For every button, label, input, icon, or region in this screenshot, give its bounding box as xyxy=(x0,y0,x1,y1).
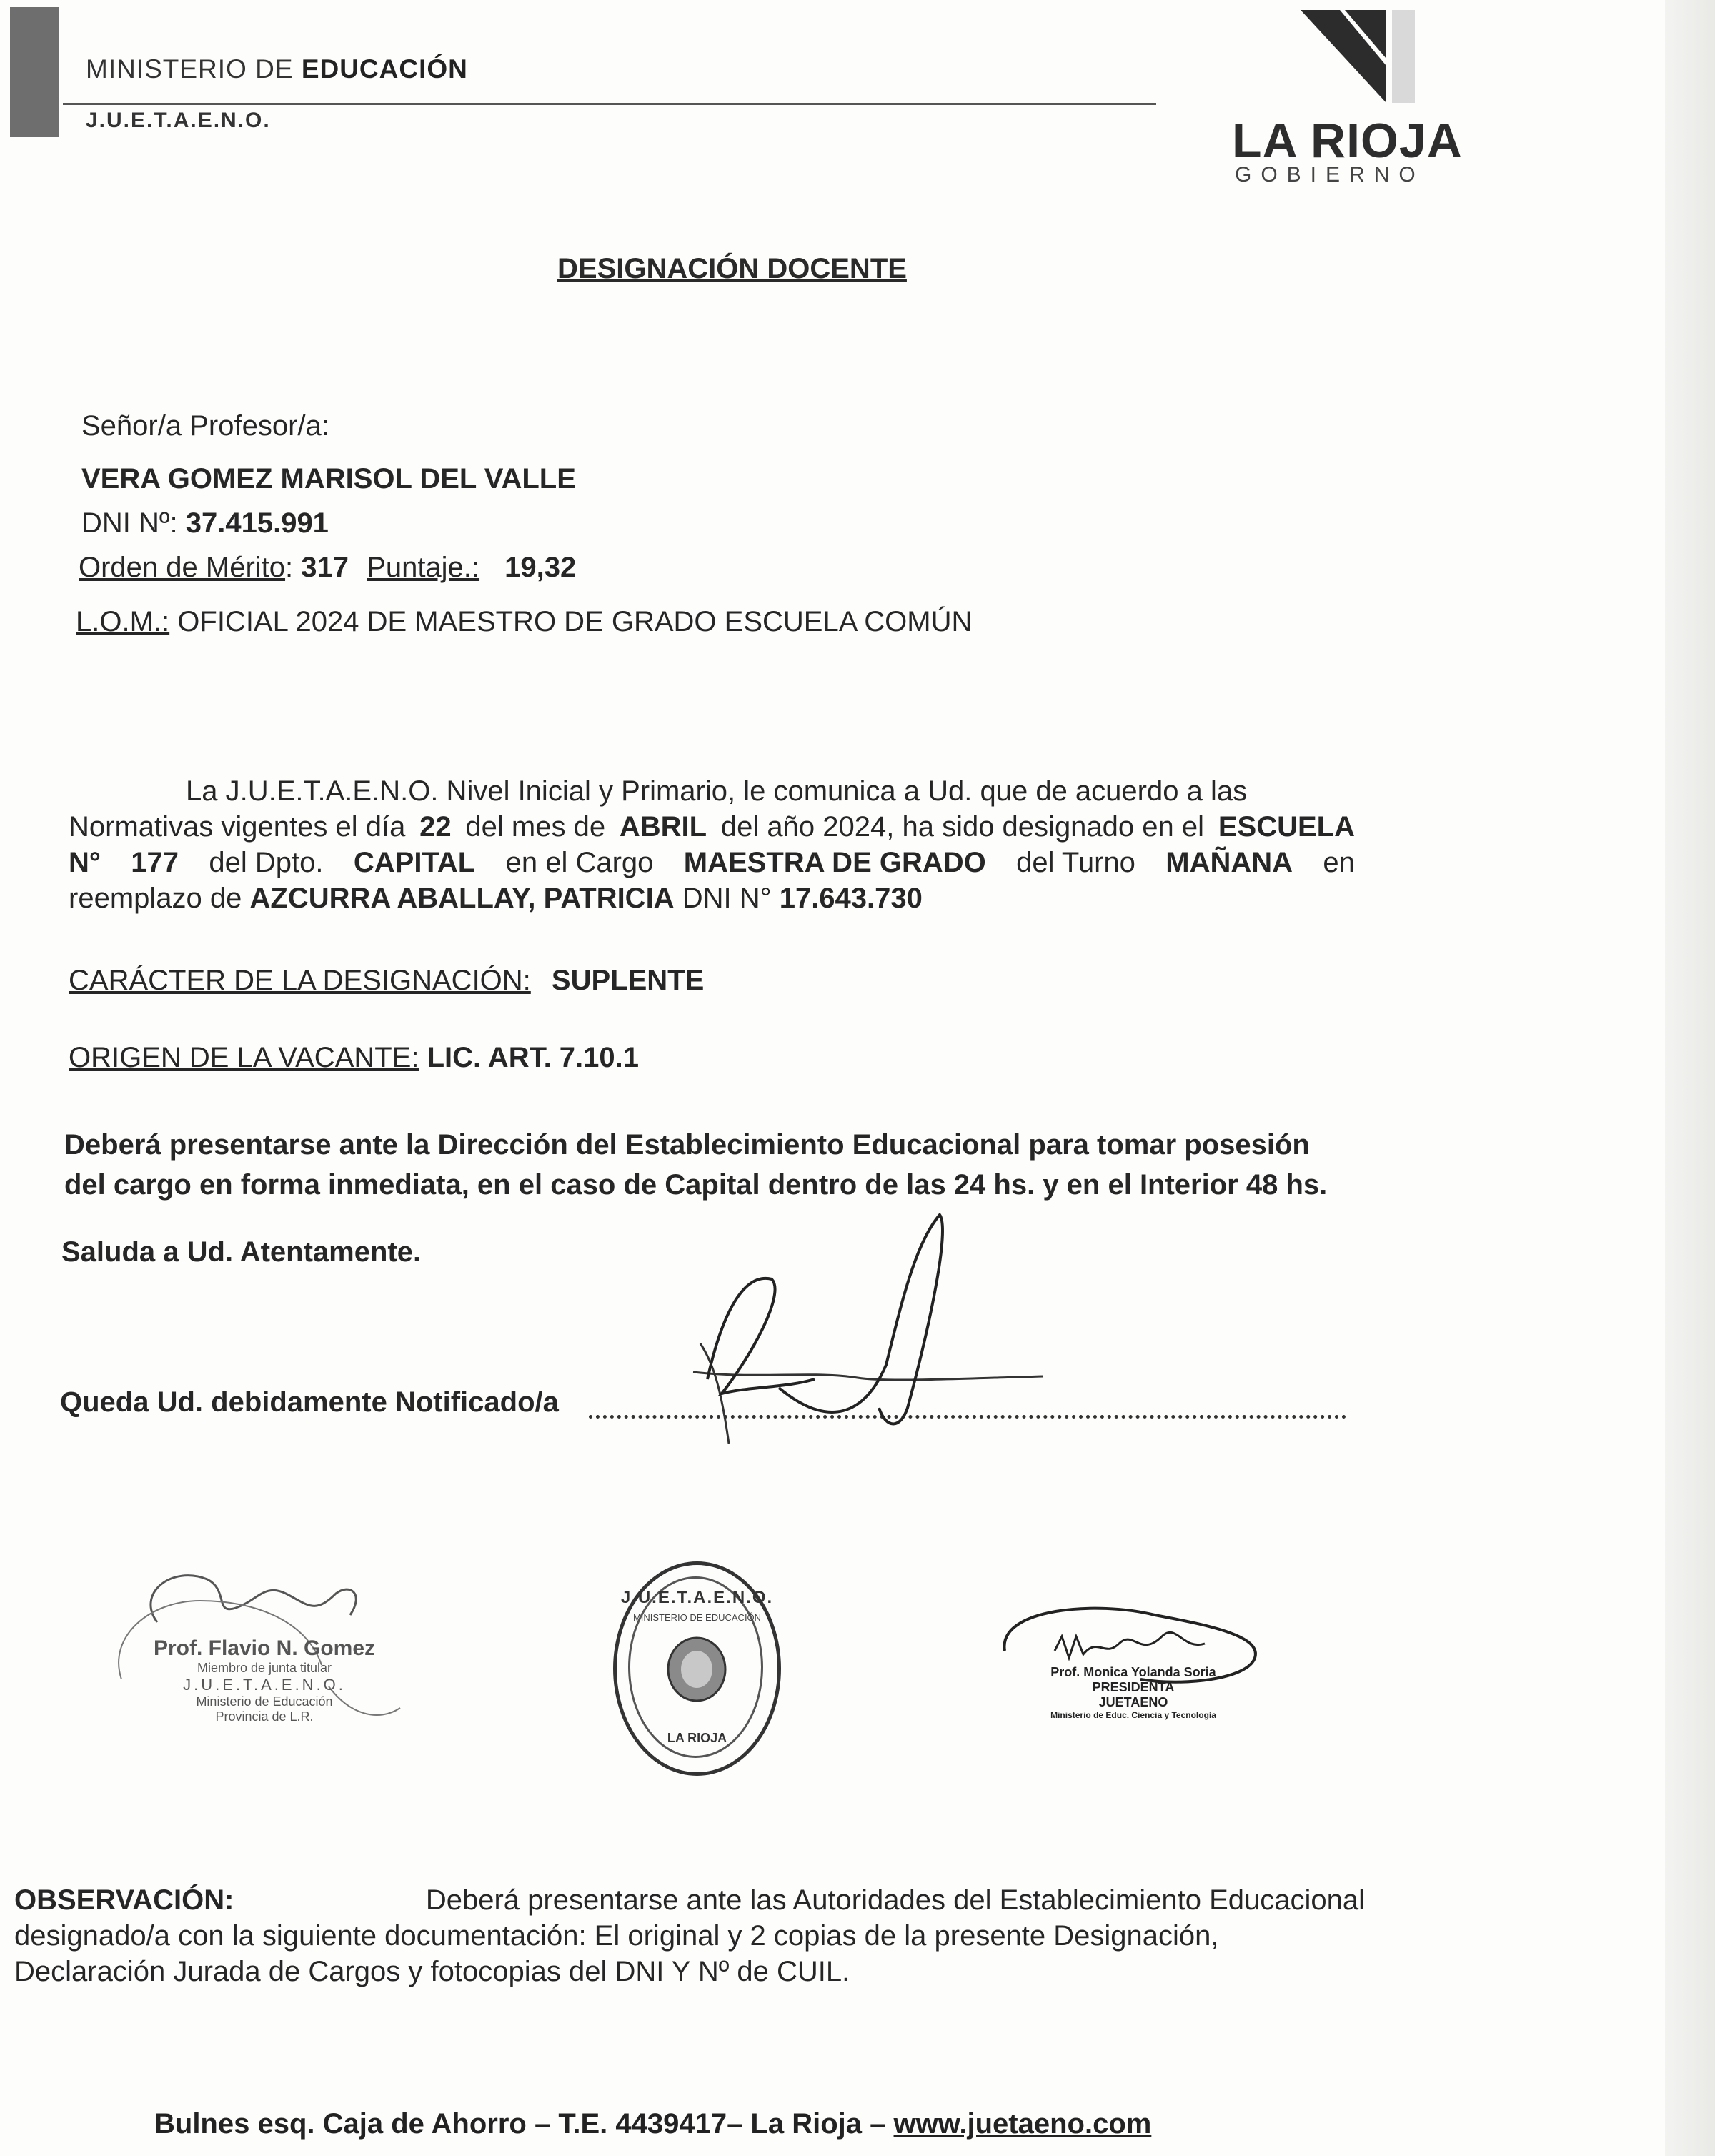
greeting: Saluda a Ud. Atentamente. xyxy=(61,1236,422,1268)
designation-paragraph xyxy=(69,773,1355,916)
seal-bottom-text: LA RIOJA xyxy=(667,1731,727,1745)
coat-of-arms-icon xyxy=(661,1634,732,1705)
scan-edge xyxy=(1665,0,1715,2156)
logo-subtitle: GOBIERNO xyxy=(1235,163,1425,187)
footer-website-link[interactable]: www.juetaeno.com xyxy=(893,2108,1152,2140)
notified-label: Queda Ud. debidamente Notificado/a xyxy=(60,1386,559,1418)
observation-line-2: designado/a con la siguiente documentación: El original y 2 copias de la presente Designación, xyxy=(14,1920,1219,1952)
origin-line xyxy=(69,1042,639,1074)
observation xyxy=(14,1882,1365,1989)
footer-address: Bulnes esq. Caja de Ahorro – T.E. 4439417– La Rioja – xyxy=(154,2108,886,2140)
left-stamp-name: Prof. Flavio N. Gomez xyxy=(153,1636,376,1660)
dni-line xyxy=(81,507,329,540)
observation-line-1: OBSERVACIÓN: Deberá presentarse ante las Autoridades del Establecimiento Educacional xyxy=(14,1882,1365,1918)
score-value: 19,32 xyxy=(504,552,577,583)
teacher-name: VERA GOMEZ MARISOL DEL VALLE xyxy=(81,463,576,495)
lom-line xyxy=(76,606,972,638)
left-stamp-dept: Ministerio de Educación xyxy=(196,1694,333,1709)
lom-label: L.O.M.: xyxy=(76,606,170,637)
character-value: SUPLENTE xyxy=(551,965,705,996)
origin-label: ORIGEN DE LA VACANTE: xyxy=(69,1042,419,1073)
right-stamp-text xyxy=(998,1665,1269,1720)
merit-label: Orden de Mérito xyxy=(79,552,286,583)
header-side-bar xyxy=(10,7,59,137)
right-stamp-role: PRESIDENTA xyxy=(1092,1680,1175,1694)
left-stamp-org: J.U.E.T.A.E.N.O. xyxy=(183,1676,346,1694)
observation-line-3: Declaración Jurada de Cargos y fotocopias del DNI Y Nº de CUIL. xyxy=(14,1956,850,1987)
ministry-name: MINISTERIO DE EDUCACIÓN xyxy=(86,54,468,84)
right-stamp-name: Prof. Monica Yolanda Soria xyxy=(1050,1665,1216,1679)
instruction-line-1: Deberá presentarse ante la Dirección del Establecimiento Educacional para tomar posesión xyxy=(64,1129,1310,1161)
paragraph-line-4: reemplazo de AZCURRA ABALLAY, PATRICIA DNI N° 17.643.730 xyxy=(69,883,923,914)
la-rioja-logo-icon xyxy=(1301,10,1415,103)
left-stamp-role: Miembro de junta titular xyxy=(197,1661,332,1675)
observation-label: OBSERVACIÓN: xyxy=(14,1884,234,1916)
dni-value: 37.415.991 xyxy=(185,507,329,539)
header-rule xyxy=(63,103,1156,105)
right-signature-block xyxy=(998,1594,1269,1765)
paragraph-line-2: Normativas vigentes el día 22 del mes de ABRIL del año 2024, ha sido designado en el ESCUELA xyxy=(69,811,1355,843)
origin-value: LIC. ART. 7.10.1 xyxy=(427,1042,640,1073)
character-line xyxy=(69,965,704,997)
character-label: CARÁCTER DE LA DESIGNACIÓN: xyxy=(69,965,531,996)
document-title: DESIGNACIÓN DOCENTE xyxy=(557,253,907,284)
seal-top-text: J.U.E.T.A.E.N.O. xyxy=(620,1588,774,1607)
right-stamp-org: JUETAENO xyxy=(1098,1695,1168,1709)
paragraph-line-3: N° 177 del Dpto. CAPITAL en el Cargo MAESTRA DE GRADO del Turno MAÑANA en xyxy=(69,847,1355,878)
lom-value: OFICIAL 2024 DE MAESTRO DE GRADO ESCUELA COMÚN xyxy=(177,606,973,637)
merit-value: 317 xyxy=(301,552,349,583)
left-stamp-prov: Provincia de L.R. xyxy=(215,1709,314,1724)
recipient-signature xyxy=(672,1201,1058,1458)
seal-inner-text: MINISTERIO DE EDUCACIÓN xyxy=(632,1612,762,1623)
footer xyxy=(154,2108,1151,2140)
paragraph-line-1: La J.U.E.T.A.E.N.O. Nivel Inicial y Primario, le comunica a Ud. que de acuerdo a las xyxy=(186,775,1248,807)
juetaeno-seal xyxy=(613,1561,781,1776)
instruction-line-2: del cargo en forma inmediata, en el caso de Capital dentro de las 24 hs. y en el Interior 48 hs. xyxy=(64,1169,1328,1201)
merit-line: Orden de Mérito: 317 Puntaje.: 19,32 xyxy=(79,552,577,583)
logo-text: LA RIOJA xyxy=(1232,114,1463,168)
score-label: Puntaje.: xyxy=(367,552,480,583)
salutation: Señor/a Profesor/a: xyxy=(81,410,329,442)
dni-label: DNI Nº: xyxy=(81,507,178,539)
right-stamp-dept: Ministerio de Educ. Ciencia y Tecnología xyxy=(1050,1710,1216,1720)
institution-acronym: J.U.E.T.A.E.N.O. xyxy=(86,109,271,132)
left-signature-block xyxy=(93,1551,407,1751)
left-stamp-text xyxy=(114,1636,414,1724)
